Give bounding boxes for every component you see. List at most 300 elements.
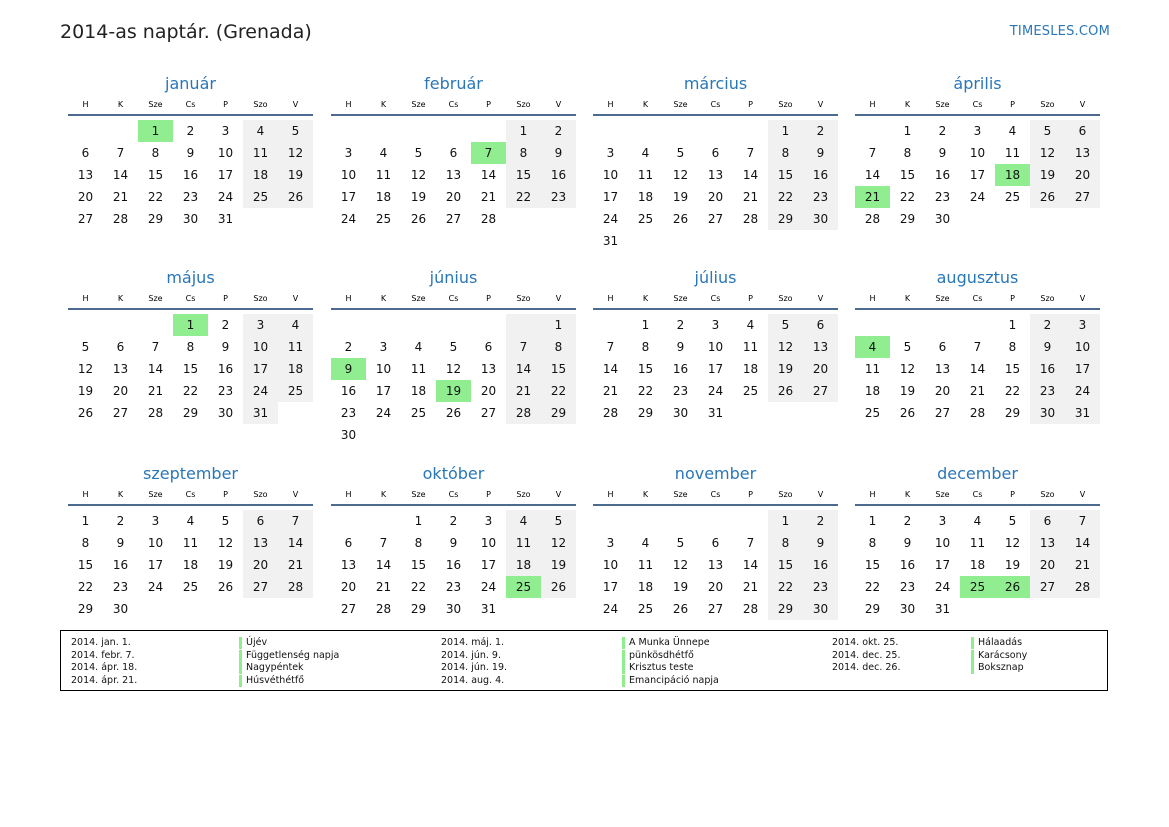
weekday-header (855, 486, 1100, 506)
day-cell: 27 (803, 380, 838, 402)
day-grid (593, 120, 838, 252)
day-cell: 25 (506, 576, 541, 598)
day-cell: 26 (445, 406, 462, 420)
day-cell: 15 (637, 362, 654, 376)
day-grid (855, 120, 1100, 230)
legend-holiday-name: Újév (239, 637, 267, 649)
weekday-label: P (748, 490, 753, 499)
empty-cell (663, 230, 698, 252)
day-cell: 3 (379, 340, 388, 354)
day-cell: 28 (480, 212, 497, 226)
empty-cell (698, 510, 733, 532)
day-cell: 26 (410, 212, 427, 226)
day-cell: 16 (445, 558, 462, 572)
day-cell: 24 (375, 406, 392, 420)
weekday-header (68, 486, 313, 506)
day-cell: 17 (934, 558, 951, 572)
day-cell: 15 (899, 168, 916, 182)
day-cell: 7 (151, 340, 160, 354)
empty-cell (593, 314, 628, 336)
day-cell: 16 (182, 168, 199, 182)
day-cell: 27 (445, 212, 462, 226)
day-cell: 18 (742, 362, 759, 376)
day-cell: 30 (1030, 402, 1065, 424)
day-cell: 15 (182, 362, 199, 376)
day-grid (331, 314, 576, 446)
day-cell: 24 (217, 190, 234, 204)
day-cell: 23 (182, 190, 199, 204)
empty-cell (768, 402, 803, 424)
weekday-label: V (555, 100, 562, 109)
day-cell: 10 (707, 340, 724, 354)
day-cell: 13 (445, 168, 462, 182)
day-cell: 3 (711, 318, 720, 332)
weekday-label: P (223, 294, 228, 303)
day-cell: 12 (410, 168, 427, 182)
day-cell: 30 (445, 602, 462, 616)
day-cell: 22 (637, 384, 654, 398)
weekday-label: P (1010, 100, 1015, 109)
legend-holiday-name: Húsvéthétfő (239, 675, 304, 687)
day-cell: 7 (506, 336, 541, 358)
day-cell: 22 (864, 580, 881, 594)
day-cell: 13 (340, 558, 357, 572)
weekday-label: Szo (253, 490, 268, 499)
day-cell: 7 (746, 536, 755, 550)
day-cell: 4 (641, 146, 650, 160)
weekday-header (331, 290, 576, 310)
weekday-label: Cs (448, 100, 459, 109)
weekday-label: H (869, 294, 876, 303)
day-cell: 26 (217, 580, 234, 594)
weekday-label: Sze (935, 490, 950, 499)
day-cell: 20 (934, 384, 951, 398)
day-cell: 30 (803, 208, 838, 230)
day-cell: 27 (77, 212, 94, 226)
empty-cell (698, 230, 733, 252)
day-cell: 15 (1004, 362, 1021, 376)
empty-cell (366, 120, 401, 142)
day-grid (331, 120, 576, 230)
empty-cell (506, 208, 541, 230)
weekday-label: K (904, 490, 911, 499)
day-cell: 3 (1065, 314, 1100, 336)
day-cell: 6 (449, 146, 458, 160)
day-cell: 14 (278, 532, 313, 554)
weekday-label: Sze (673, 100, 688, 109)
day-cell: 8 (768, 142, 803, 164)
empty-cell (243, 208, 278, 230)
day-cell: 3 (973, 124, 982, 138)
day-cell: 25 (1004, 190, 1021, 204)
day-cell: 16 (217, 362, 234, 376)
day-cell: 5 (278, 120, 313, 142)
day-cell: 10 (243, 336, 278, 358)
legend-date: 2014. jan. 1. (71, 637, 131, 648)
day-cell: 29 (410, 602, 427, 616)
weekday-header (855, 96, 1100, 116)
day-cell: 26 (672, 212, 689, 226)
weekday-label: Szo (516, 100, 531, 109)
day-cell: 5 (1008, 514, 1017, 528)
weekday-label: H (345, 490, 352, 499)
empty-cell (103, 314, 138, 336)
legend-holiday-name: Függetlenség napja (239, 650, 339, 662)
day-cell: 29 (182, 406, 199, 420)
day-cell: 10 (480, 536, 497, 550)
day-cell: 11 (637, 168, 654, 182)
weekday-header (331, 96, 576, 116)
day-cell: 12 (899, 362, 916, 376)
day-cell: 15 (147, 168, 164, 182)
month-name: december (937, 464, 1018, 483)
weekday-label: H (82, 490, 89, 499)
day-cell: 4 (973, 514, 982, 528)
month-block (331, 72, 576, 230)
day-cell: 26 (768, 380, 803, 402)
day-cell: 19 (1030, 164, 1065, 186)
site-link[interactable]: TIMESLES.COM (1009, 24, 1110, 39)
day-cell: 23 (803, 186, 838, 208)
empty-cell (628, 120, 663, 142)
empty-cell (733, 230, 768, 252)
day-cell: 1 (541, 314, 576, 336)
month-name: február (424, 74, 483, 93)
day-cell: 31 (480, 602, 497, 616)
month-block (593, 462, 838, 620)
day-cell: 2 (803, 120, 838, 142)
day-cell: 30 (340, 428, 357, 442)
day-cell: 7 (471, 142, 506, 164)
empty-cell (278, 598, 313, 620)
day-cell: 27 (707, 212, 724, 226)
day-grid (593, 314, 838, 424)
day-cell: 11 (375, 168, 392, 182)
legend-date: 2014. máj. 1. (441, 637, 505, 648)
day-cell: 19 (672, 190, 689, 204)
day-cell: 7 (868, 146, 877, 160)
day-cell: 25 (278, 380, 313, 402)
day-cell: 21 (147, 384, 164, 398)
day-cell: 23 (672, 384, 689, 398)
day-cell: 23 (803, 576, 838, 598)
day-cell: 2 (344, 340, 353, 354)
legend-date: 2014. aug. 4. (441, 674, 505, 686)
day-cell: 8 (641, 340, 650, 354)
day-cell: 25 (637, 602, 654, 616)
day-cell: 23 (340, 406, 357, 420)
weekday-label: Szo (253, 100, 268, 109)
day-cell: 14 (742, 558, 759, 572)
day-cell: 24 (480, 580, 497, 594)
day-cell: 18 (375, 190, 392, 204)
day-cell: 13 (934, 362, 951, 376)
day-cell: 6 (116, 340, 125, 354)
day-cell: 27 (1030, 576, 1065, 598)
weekday-label: V (817, 294, 824, 303)
weekday-label: Sze (148, 490, 163, 499)
weekday-label: Szo (778, 294, 793, 303)
empty-cell (733, 402, 768, 424)
day-cell: 22 (506, 186, 541, 208)
empty-cell (855, 120, 890, 142)
day-cell: 26 (672, 602, 689, 616)
day-cell: 10 (147, 536, 164, 550)
day-cell: 22 (768, 186, 803, 208)
day-cell: 30 (672, 406, 689, 420)
day-cell: 4 (506, 510, 541, 532)
day-cell: 12 (768, 336, 803, 358)
legend-date: 2014. dec. 26. (832, 662, 901, 673)
day-cell: 11 (182, 536, 199, 550)
day-cell: 4 (379, 146, 388, 160)
day-cell: 21 (969, 384, 986, 398)
month-block (593, 72, 838, 252)
day-cell: 24 (602, 212, 619, 226)
day-cell: 7 (278, 510, 313, 532)
empty-cell (173, 598, 208, 620)
weekday-label: V (817, 100, 824, 109)
day-cell: 10 (969, 146, 986, 160)
day-cell: 5 (903, 340, 912, 354)
day-cell: 25 (410, 406, 427, 420)
day-cell: 23 (934, 190, 951, 204)
day-cell: 18 (506, 554, 541, 576)
day-cell: 5 (81, 340, 90, 354)
day-cell: 2 (186, 124, 195, 138)
day-cell: 8 (903, 146, 912, 160)
day-cell: 17 (340, 190, 357, 204)
empty-cell (855, 314, 890, 336)
day-cell: 24 (147, 580, 164, 594)
weekday-label: H (607, 100, 614, 109)
month-name: november (674, 464, 757, 483)
day-cell: 23 (445, 580, 462, 594)
day-cell: 20 (803, 358, 838, 380)
day-cell: 8 (768, 532, 803, 554)
day-cell: 27 (707, 602, 724, 616)
day-grid (68, 314, 313, 424)
day-cell: 17 (375, 384, 392, 398)
legend-date: 2014. jún. 9. (441, 649, 502, 661)
weekday-label: Cs (710, 490, 721, 499)
day-cell: 1 (768, 120, 803, 142)
empty-cell (593, 510, 628, 532)
day-cell: 19 (278, 164, 313, 186)
day-cell: 3 (938, 514, 947, 528)
empty-cell (506, 598, 541, 620)
day-cell: 25 (742, 384, 759, 398)
legend-date: 2014. febr. 7. (71, 649, 135, 661)
day-cell: 5 (221, 514, 230, 528)
day-cell: 26 (541, 576, 576, 598)
day-cell: 17 (1065, 358, 1100, 380)
weekday-label: Sze (411, 100, 426, 109)
month-name: április (953, 74, 1002, 93)
day-cell: 1 (903, 124, 912, 138)
weekday-label: P (748, 100, 753, 109)
weekday-label: H (607, 490, 614, 499)
day-cell: 25 (375, 212, 392, 226)
day-cell: 4 (746, 318, 755, 332)
empty-cell (803, 402, 838, 424)
empty-cell (541, 208, 576, 230)
day-cell: 12 (278, 142, 313, 164)
empty-cell (663, 510, 698, 532)
empty-cell (68, 120, 103, 142)
day-cell: 22 (541, 380, 576, 402)
weekday-label: K (117, 490, 124, 499)
empty-cell (733, 510, 768, 532)
day-cell: 18 (995, 164, 1030, 186)
day-cell: 5 (541, 510, 576, 532)
empty-cell (401, 314, 436, 336)
weekday-label: Cs (972, 490, 983, 499)
day-cell: 15 (506, 164, 541, 186)
day-cell: 23 (899, 580, 916, 594)
day-cell: 4 (1008, 124, 1017, 138)
weekday-header (68, 290, 313, 310)
day-cell: 16 (1030, 358, 1065, 380)
day-cell: 13 (480, 362, 497, 376)
day-cell: 27 (243, 576, 278, 598)
month-name: június (429, 268, 478, 287)
day-cell: 21 (855, 186, 890, 208)
day-cell: 21 (278, 554, 313, 576)
day-cell: 10 (375, 362, 392, 376)
day-cell: 28 (1065, 576, 1100, 598)
day-cell: 2 (116, 514, 125, 528)
day-cell: 15 (410, 558, 427, 572)
weekday-label: H (82, 294, 89, 303)
day-cell: 11 (243, 142, 278, 164)
day-cell: 23 (112, 580, 129, 594)
weekday-label: Sze (673, 294, 688, 303)
empty-cell (471, 424, 506, 446)
day-cell: 30 (217, 406, 234, 420)
weekday-label: V (555, 490, 562, 499)
weekday-label: Szo (778, 100, 793, 109)
empty-cell (506, 314, 541, 336)
day-cell: 20 (1065, 164, 1100, 186)
day-cell: 29 (541, 402, 576, 424)
day-cell: 6 (711, 146, 720, 160)
empty-cell (593, 120, 628, 142)
day-cell: 18 (637, 190, 654, 204)
weekday-label: Cs (710, 100, 721, 109)
month-block (68, 72, 313, 230)
empty-cell (366, 510, 401, 532)
day-cell: 19 (899, 384, 916, 398)
weekday-header (593, 290, 838, 310)
day-cell: 2 (676, 318, 685, 332)
empty-cell (278, 208, 313, 230)
month-block (68, 462, 313, 620)
legend-date: 2014. ápr. 21. (71, 674, 138, 686)
day-cell: 22 (410, 580, 427, 594)
day-cell: 12 (1030, 142, 1065, 164)
empty-cell (803, 230, 838, 252)
weekday-label: Cs (448, 294, 459, 303)
day-cell: 28 (147, 406, 164, 420)
day-cell: 1 (506, 120, 541, 142)
day-cell: 30 (112, 602, 129, 616)
day-cell: 14 (112, 168, 129, 182)
day-cell: 5 (676, 146, 685, 160)
day-cell: 30 (803, 598, 838, 620)
day-cell: 14 (506, 358, 541, 380)
day-cell: 9 (903, 536, 912, 550)
day-cell: 31 (934, 602, 951, 616)
day-cell: 6 (243, 510, 278, 532)
day-cell: 3 (344, 146, 353, 160)
day-cell: 20 (445, 190, 462, 204)
day-grid (855, 314, 1100, 424)
weekday-label: H (869, 100, 876, 109)
day-cell: 4 (278, 314, 313, 336)
day-cell: 24 (602, 602, 619, 616)
empty-cell (628, 230, 663, 252)
day-cell: 14 (147, 362, 164, 376)
weekday-label: H (82, 100, 89, 109)
day-cell: 16 (803, 554, 838, 576)
weekday-label: K (642, 294, 649, 303)
legend-date: 2014. jún. 19. (441, 662, 508, 673)
day-cell: 6 (1065, 120, 1100, 142)
weekday-label: K (904, 294, 911, 303)
empty-cell (541, 598, 576, 620)
weekday-header (593, 486, 838, 506)
empty-cell (471, 314, 506, 336)
day-cell: 12 (445, 362, 462, 376)
day-cell: 9 (676, 340, 685, 354)
weekday-label: V (817, 490, 824, 499)
day-cell: 20 (707, 580, 724, 594)
day-cell: 15 (768, 554, 803, 576)
month-name: október (422, 464, 485, 483)
day-cell: 16 (934, 168, 951, 182)
day-cell: 2 (541, 120, 576, 142)
weekday-label: Cs (972, 100, 983, 109)
day-cell: 25 (243, 186, 278, 208)
day-cell: 5 (1030, 120, 1065, 142)
weekday-label: V (555, 294, 562, 303)
empty-cell (471, 120, 506, 142)
day-cell: 3 (221, 124, 230, 138)
weekday-label: P (486, 294, 491, 303)
empty-cell (436, 314, 471, 336)
weekday-label: Cs (972, 294, 983, 303)
empty-cell (1065, 208, 1100, 230)
day-cell: 2 (1030, 314, 1065, 336)
day-cell: 7 (973, 340, 982, 354)
day-cell: 2 (803, 510, 838, 532)
day-cell: 24 (243, 380, 278, 402)
day-cell: 30 (934, 212, 951, 226)
weekday-label: Szo (1040, 294, 1055, 303)
day-cell: 12 (217, 536, 234, 550)
day-cell: 26 (899, 406, 916, 420)
day-cell: 24 (707, 384, 724, 398)
day-cell: 1 (414, 514, 423, 528)
day-grid (855, 510, 1100, 620)
weekday-label: H (607, 294, 614, 303)
month-block (331, 462, 576, 620)
empty-cell (890, 314, 925, 336)
day-cell: 1 (81, 514, 90, 528)
holiday-legend (60, 630, 1108, 691)
day-cell: 31 (217, 212, 234, 226)
